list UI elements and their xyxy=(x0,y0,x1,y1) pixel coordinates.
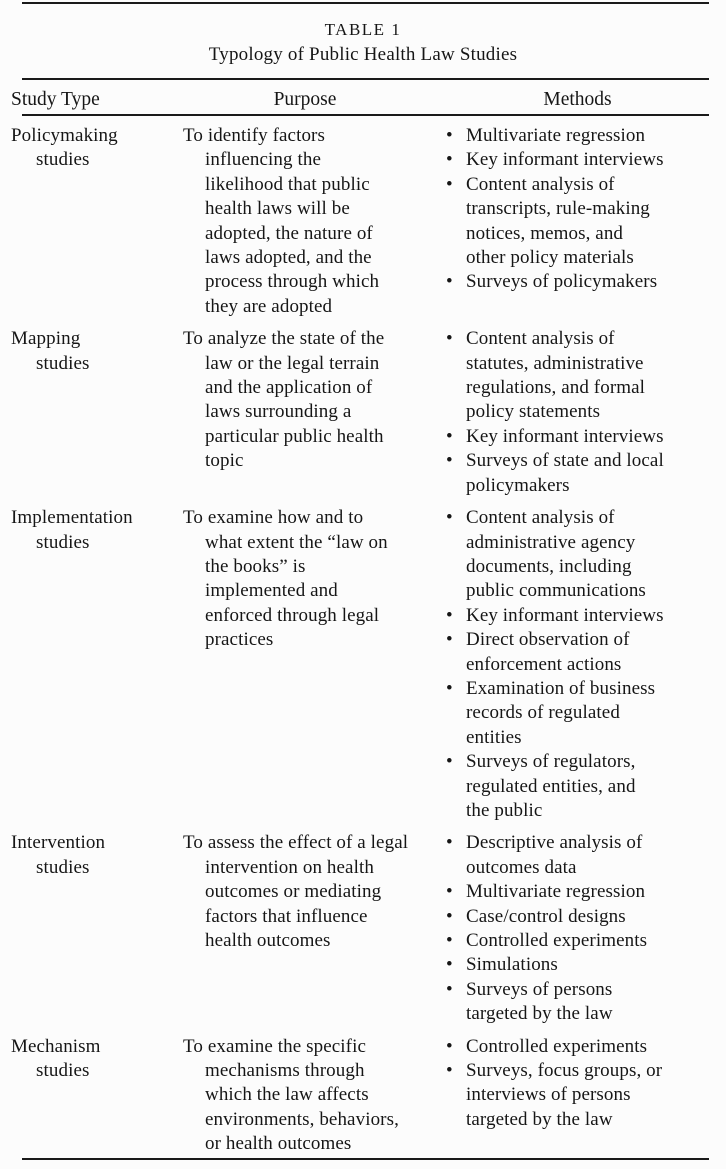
method-line: enforcement actions xyxy=(466,653,622,675)
purpose-line: or health outcomes xyxy=(205,1133,352,1155)
purpose-line: health laws will be xyxy=(205,198,350,220)
table-label: TABLE 1 xyxy=(324,20,402,39)
purpose-line: adopted, the nature of xyxy=(205,222,373,244)
method-item xyxy=(446,270,687,294)
table-row xyxy=(0,327,726,498)
purpose-line: factors that influence xyxy=(205,905,368,927)
method-line: Content analysis of xyxy=(466,328,615,350)
purpose-line: To examine the specific xyxy=(183,1035,366,1057)
method-item xyxy=(446,449,687,498)
method-line: public communications xyxy=(466,580,646,602)
purpose-cell xyxy=(172,1035,438,1157)
purpose-line: and the application of xyxy=(205,377,373,399)
bullet-icon: • xyxy=(446,604,453,626)
method-line: Direct observation of xyxy=(466,629,630,651)
method-item xyxy=(446,978,687,1027)
purpose-line: enforced through legal xyxy=(205,604,380,626)
method-text xyxy=(466,880,645,904)
purpose-line: they are adopted xyxy=(205,295,333,317)
method-line: Content analysis of xyxy=(466,173,615,195)
method-text xyxy=(466,506,646,604)
purpose-line: health outcomes xyxy=(205,930,331,951)
study-type-line: Mapping xyxy=(11,328,81,350)
study-type-line: Policymaking xyxy=(11,125,118,146)
method-line: Controlled experiments xyxy=(466,1035,648,1057)
study-type-cell xyxy=(0,831,172,1026)
method-text xyxy=(466,677,655,750)
method-text xyxy=(466,978,613,1027)
bullet-icon: • xyxy=(446,881,453,903)
table-top-rule xyxy=(22,2,709,4)
method-line: other policy materials xyxy=(466,247,634,269)
method-line: transcripts, rule-making xyxy=(466,198,650,220)
method-item xyxy=(446,506,687,604)
method-item xyxy=(446,953,687,977)
method-line: regulations, and formal xyxy=(466,377,646,399)
purpose-line: To analyze the state of the xyxy=(183,328,385,350)
purpose-cell xyxy=(172,124,438,319)
column-header-study-type: Study Type xyxy=(11,89,100,110)
method-line: Key informant interviews xyxy=(466,604,664,626)
purpose-line: laws surrounding a xyxy=(205,401,352,423)
column-header-methods: Methods xyxy=(543,89,612,110)
method-line: statutes, administrative xyxy=(466,352,644,374)
methods-cell xyxy=(438,124,687,319)
study-type-cell xyxy=(0,1035,172,1157)
purpose-line: environments, behaviors, xyxy=(205,1108,399,1130)
method-line: outcomes data xyxy=(466,856,577,878)
method-line: regulated entities, and xyxy=(466,775,636,797)
bullet-icon: • xyxy=(446,978,453,1000)
bullet-icon: • xyxy=(446,125,453,146)
bullet-icon: • xyxy=(446,173,453,195)
title-separator-rule xyxy=(22,78,709,80)
study-type-line: studies xyxy=(36,149,90,171)
method-item xyxy=(446,677,687,750)
method-item xyxy=(446,148,687,172)
method-line: policy statements xyxy=(466,401,601,423)
method-line: the public xyxy=(466,799,543,821)
method-line: documents, including xyxy=(466,555,632,577)
purpose-line: law or the legal terrain xyxy=(205,352,380,374)
study-type-line: studies xyxy=(36,352,90,374)
method-item xyxy=(446,831,687,880)
bullet-icon: • xyxy=(446,954,453,976)
purpose-line: laws adopted, and the xyxy=(205,247,372,269)
purpose-line: To examine how and to xyxy=(183,507,364,529)
method-line: targeted by the law xyxy=(466,1108,613,1130)
method-text xyxy=(466,449,664,498)
method-line: Examination of business xyxy=(466,677,656,699)
method-text xyxy=(466,425,664,449)
purpose-cell xyxy=(172,327,438,498)
method-text xyxy=(466,173,650,271)
column-header-row xyxy=(0,88,726,112)
study-type-cell xyxy=(0,506,172,823)
methods-cell xyxy=(438,831,687,1026)
method-line: Multivariate regression xyxy=(466,881,646,903)
methods-cell xyxy=(438,327,687,498)
bullet-icon: • xyxy=(446,751,453,773)
method-line: administrative agency xyxy=(466,531,636,553)
method-line: Simulations xyxy=(466,954,558,976)
method-item xyxy=(446,1059,687,1132)
method-item xyxy=(446,628,687,677)
purpose-line: the books” is xyxy=(205,555,306,577)
purpose-cell xyxy=(172,831,438,1026)
header-separator-rule xyxy=(22,114,709,116)
method-line: Multivariate regression xyxy=(466,125,646,146)
method-line: records of regulated xyxy=(466,702,620,724)
purpose-line: intervention on health xyxy=(205,856,374,878)
method-text xyxy=(466,831,642,880)
method-line: Content analysis of xyxy=(466,507,615,529)
purpose-line: outcomes or mediating xyxy=(205,881,382,903)
bullet-icon: • xyxy=(446,832,453,854)
method-line: interviews of persons xyxy=(466,1084,631,1106)
method-line: Descriptive analysis of xyxy=(466,832,643,854)
method-item xyxy=(446,604,687,628)
purpose-line: To identify factors xyxy=(183,125,325,146)
method-item xyxy=(446,425,687,449)
table-row xyxy=(0,124,726,319)
bullet-icon: • xyxy=(446,677,453,699)
method-item xyxy=(446,929,687,953)
column-header-purpose: Purpose xyxy=(273,89,337,110)
bullet-icon: • xyxy=(446,271,453,293)
method-text xyxy=(466,628,630,677)
method-line: Key informant interviews xyxy=(466,149,664,171)
study-type-line: Implementation xyxy=(11,507,133,529)
purpose-line: process through which xyxy=(205,271,380,293)
table-body xyxy=(0,124,726,1157)
method-text xyxy=(466,1059,662,1132)
purpose-line: To assess the effect of a legal xyxy=(183,832,409,854)
bullet-icon: • xyxy=(446,450,453,472)
methods-cell xyxy=(438,1035,687,1157)
purpose-line: which the law affects xyxy=(205,1084,369,1106)
method-text xyxy=(466,270,657,294)
method-text xyxy=(466,148,664,172)
method-text xyxy=(466,953,558,977)
method-line: targeted by the law xyxy=(466,1003,613,1025)
method-line: Surveys of regulators, xyxy=(466,751,636,773)
method-line: notices, memos, and xyxy=(466,222,624,244)
study-type-cell xyxy=(0,327,172,498)
bullet-icon: • xyxy=(446,1035,453,1057)
bullet-icon: • xyxy=(446,629,453,651)
purpose-line: practices xyxy=(205,629,274,651)
table-bottom-rule xyxy=(22,1158,709,1160)
method-text xyxy=(466,750,636,823)
method-line: Surveys of state and local xyxy=(466,450,664,472)
method-line: Case/control designs xyxy=(466,905,626,927)
method-line: Surveys of policymakers xyxy=(466,271,658,293)
bullet-icon: • xyxy=(446,425,453,447)
method-line: Surveys, focus groups, or xyxy=(466,1060,663,1082)
purpose-line: mechanisms through xyxy=(205,1060,365,1082)
method-text xyxy=(466,327,645,425)
purpose-line: likelihood that public xyxy=(205,173,370,195)
method-line: Controlled experiments xyxy=(466,930,648,951)
bullet-icon: • xyxy=(446,1060,453,1082)
study-type-line: studies xyxy=(36,531,90,553)
bullet-icon: • xyxy=(446,905,453,927)
method-text xyxy=(466,1035,647,1059)
method-item xyxy=(446,327,687,425)
method-item xyxy=(446,905,687,929)
method-line: policymakers xyxy=(466,474,570,496)
purpose-line: influencing the xyxy=(205,149,321,171)
method-line: Surveys of persons xyxy=(466,978,613,1000)
study-type-line: studies xyxy=(36,1060,90,1082)
method-line: entities xyxy=(466,726,522,748)
purpose-line: topic xyxy=(205,450,244,472)
table-row xyxy=(0,831,726,1026)
study-type-line: studies xyxy=(36,856,90,878)
method-text xyxy=(466,929,647,953)
methods-cell xyxy=(438,506,687,823)
method-item xyxy=(446,124,687,148)
purpose-line: particular public health xyxy=(205,425,384,447)
method-item xyxy=(446,880,687,904)
table-row xyxy=(0,506,726,823)
method-text xyxy=(466,604,664,628)
method-line: Key informant interviews xyxy=(466,425,664,447)
method-text xyxy=(466,905,626,929)
table-row xyxy=(0,1035,726,1157)
purpose-line: what extent the “law on xyxy=(205,531,388,553)
purpose-cell xyxy=(172,506,438,823)
study-type-cell xyxy=(0,124,172,319)
study-type-line: Intervention xyxy=(11,832,106,854)
purpose-line: implemented and xyxy=(205,580,338,602)
table-title: Typology of Public Health Law Studies xyxy=(208,44,518,65)
bullet-icon: • xyxy=(446,149,453,171)
study-type-line: Mechanism xyxy=(11,1035,101,1057)
method-text xyxy=(466,124,645,148)
bullet-icon: • xyxy=(446,507,453,529)
bullet-icon: • xyxy=(446,328,453,350)
method-item xyxy=(446,750,687,823)
table-title-block xyxy=(0,0,726,68)
method-item xyxy=(446,173,687,271)
method-item xyxy=(446,1035,687,1059)
bullet-icon: • xyxy=(446,930,453,951)
